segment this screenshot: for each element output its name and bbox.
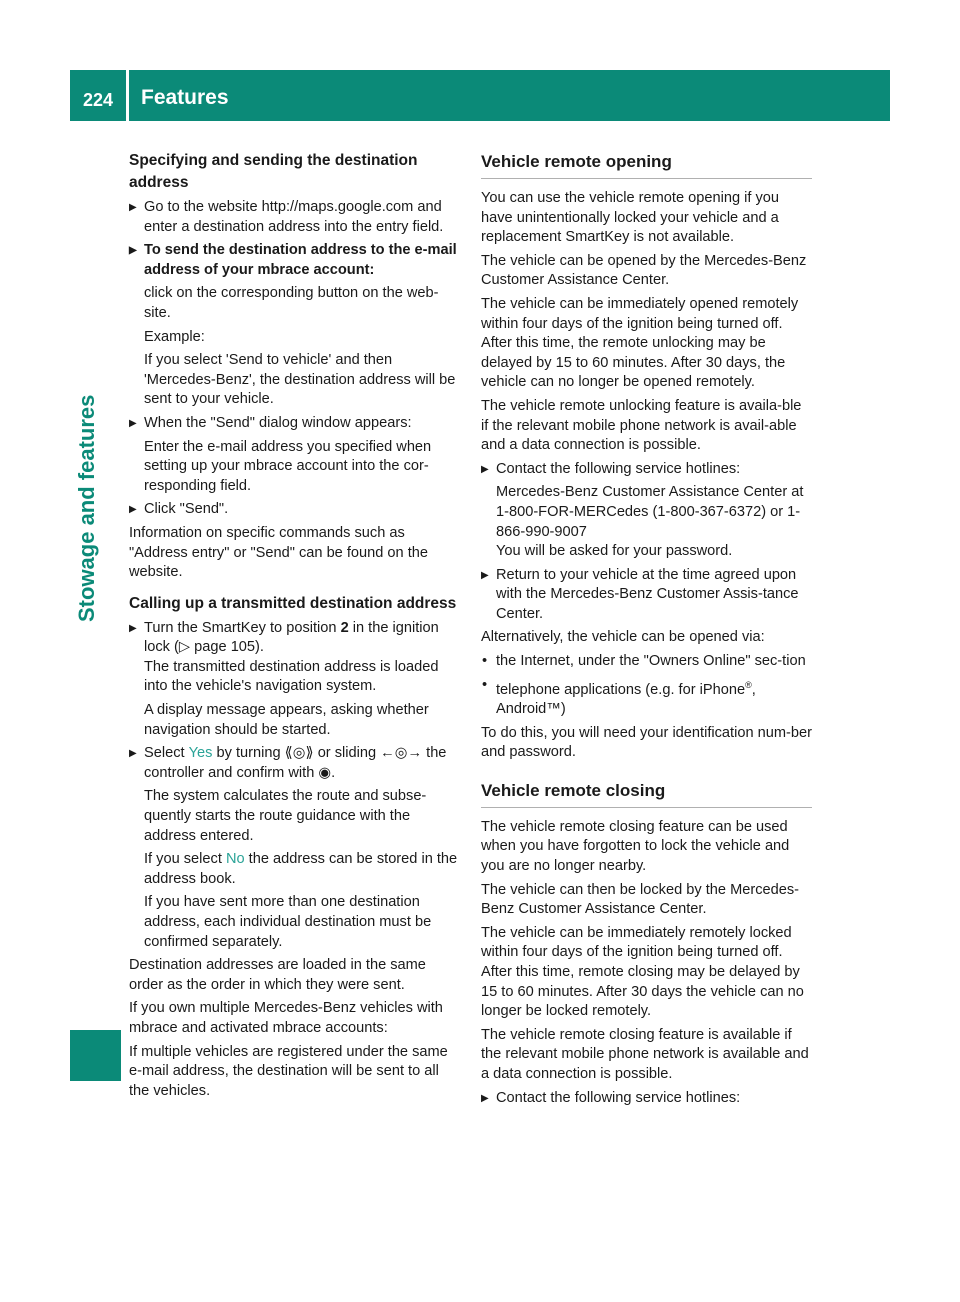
step-go-to-website: ▶ Go to the website http://maps.google.com and enter a destination address into the entry field. xyxy=(129,198,459,237)
page-ref-arrow-icon: ▷ xyxy=(178,639,191,656)
paragraph: The vehicle remote closing feature can be used when you have forgotten to lock the vehicle and you are no longer nearby. xyxy=(481,818,790,875)
text: The transmitted destination address is loaded into the vehicle's navigation system. xyxy=(144,658,439,695)
paragraph: If multiple vehicles are registered under the same e-mail address, the destination will be sent to all the vehicles. xyxy=(129,1043,448,1099)
step-send-to-email: ▶ To send the destination address to the e-mail address of your mbrace account: xyxy=(129,241,459,280)
step-text: If you have sent more than one destination address, each individual destination must be confirmed separately. xyxy=(144,894,432,950)
step-contact-hotlines: ▶ Contact the following service hotlines: xyxy=(481,460,812,480)
step-text xyxy=(481,483,812,561)
paragraph: The vehicle remote closing feature is available if the relevant mobile phone network is available and a data connection is possible. xyxy=(481,1026,809,1083)
press-controller-icon: ◉ xyxy=(318,764,332,781)
paragraph: Destination addresses are loaded in the same order as the order in which they were sent. xyxy=(129,957,426,993)
text: , Android™) xyxy=(496,681,756,718)
text: the controller and confirm with xyxy=(144,745,447,781)
text: the address can be stored in the address book. xyxy=(144,851,458,887)
heading-remote-closing: Vehicle remote closing xyxy=(481,779,812,808)
paragraph: The vehicle can then be locked by the Mercedes-Benz Customer Assistance Center. xyxy=(481,881,799,918)
position-number: 2 xyxy=(340,619,349,636)
slide-controller-icon: ←◎→ xyxy=(380,745,423,762)
section-title: Features xyxy=(141,86,229,109)
text: You will be asked for your password. xyxy=(496,543,733,560)
step-turn-smartkey xyxy=(129,619,459,697)
left-column xyxy=(129,150,459,1105)
heading-remote-opening: Vehicle remote opening xyxy=(481,150,812,179)
step-text: click on the corresponding button on the web-site. xyxy=(144,285,439,321)
page-number: 224 xyxy=(82,90,114,110)
paragraph: You can use the vehicle remote opening if you have unintentionally locked your vehicle and a replacement SmartKey is not available. xyxy=(481,190,780,246)
right-column xyxy=(481,150,812,1112)
text: telephone applications (e.g. for iPhone xyxy=(496,681,746,698)
paragraph: The vehicle remote unlocking feature is availa-ble if the relevant mobile phone network is avail-able and a data connection is possible. xyxy=(481,397,802,454)
text: or sliding xyxy=(317,745,377,762)
no-option: No xyxy=(225,851,245,868)
side-tab-label: Stowage and features xyxy=(74,394,99,622)
side-tab-block xyxy=(70,1030,121,1081)
text: Turn the SmartKey to position xyxy=(144,619,337,636)
paragraph: If you own multiple Mercedes-Benz vehicles with mbrace and activated mbrace accounts: xyxy=(129,1000,443,1036)
text: Select xyxy=(144,745,185,762)
hotline-numbers: Mercedes-Benz Customer Assistance Center at 1-800-FOR-MERCedes (1-800-367-6372) or 1-866-990-9007 xyxy=(496,484,804,540)
subheading-specifying: Specifying and sending the destination address xyxy=(129,152,418,191)
example-text: If you select 'Send to vehicle' and then 'Mercedes-Benz', the destination address will be sent to your vehicle. xyxy=(144,352,456,408)
step-text: The system calculates the route and subse-quently starts the route guidance with the address entered. xyxy=(144,788,427,844)
paragraph: The vehicle can be immediately opened remotely within four days of the ignition being turned off. After this time, the remote unlocking may be delayed by 15 to 60 minutes. After 30 days, the vehicle can no longer be opened remotely. xyxy=(481,295,799,391)
page-reference-link[interactable]: page 105). xyxy=(194,639,264,656)
step-click-send: ▶ Click "Send". xyxy=(129,500,459,520)
paragraph: The vehicle can be immediately remotely locked within four days of the ignition being turned off. After this time, remote closing may be delayed by 15 to 60 minutes. After 30 days the vehicle can no longer be locked remotely. xyxy=(481,924,804,1020)
example-label: Example: xyxy=(144,328,205,345)
registered-mark: ® xyxy=(745,679,752,690)
step-contact-hotlines: ▶ Contact the following service hotlines: xyxy=(481,1089,812,1109)
step-return-to-vehicle: ▶ Return to your vehicle at the time agreed upon with the Mercedes-Benz Customer Assis-tance Center. xyxy=(481,566,812,625)
paragraph: Alternatively, the vehicle can be opened via: xyxy=(481,629,765,646)
header-divider xyxy=(126,70,129,121)
step-text: Enter the e-mail address you specified when setting up your mbrace account into the cor-responding field. xyxy=(144,438,432,494)
bullet-telephone-apps xyxy=(481,676,812,720)
paragraph: Information on specific commands such as "Address entry" or "Send" can be found on the website. xyxy=(129,524,429,581)
bullet-internet: • the Internet, under the "Owners Online" sec-tion xyxy=(481,652,812,672)
subheading-calling-up: Calling up a transmitted destination address xyxy=(129,594,457,612)
step-text: A display message appears, asking whether navigation should be started. xyxy=(144,702,429,738)
step-text xyxy=(129,850,459,889)
yes-option: Yes xyxy=(188,745,213,762)
turn-controller-icon: ⟪◎⟫ xyxy=(284,745,314,762)
text: by turning xyxy=(216,745,281,762)
text: in the ignition lock ( xyxy=(144,619,439,656)
text: If you select xyxy=(144,851,222,868)
step-select-yes: ▶ Select Yes by turning ⟪◎⟫ or sliding ←◎→ the controller and confirm with ◉. xyxy=(129,744,459,783)
paragraph: The vehicle can be opened by the Mercedes-Benz Customer Assistance Center. xyxy=(481,252,807,289)
step-send-dialog: ▶ When the "Send" dialog window appears: xyxy=(129,414,459,434)
paragraph: To do this, you will need your identification num-ber and password. xyxy=(481,724,812,761)
